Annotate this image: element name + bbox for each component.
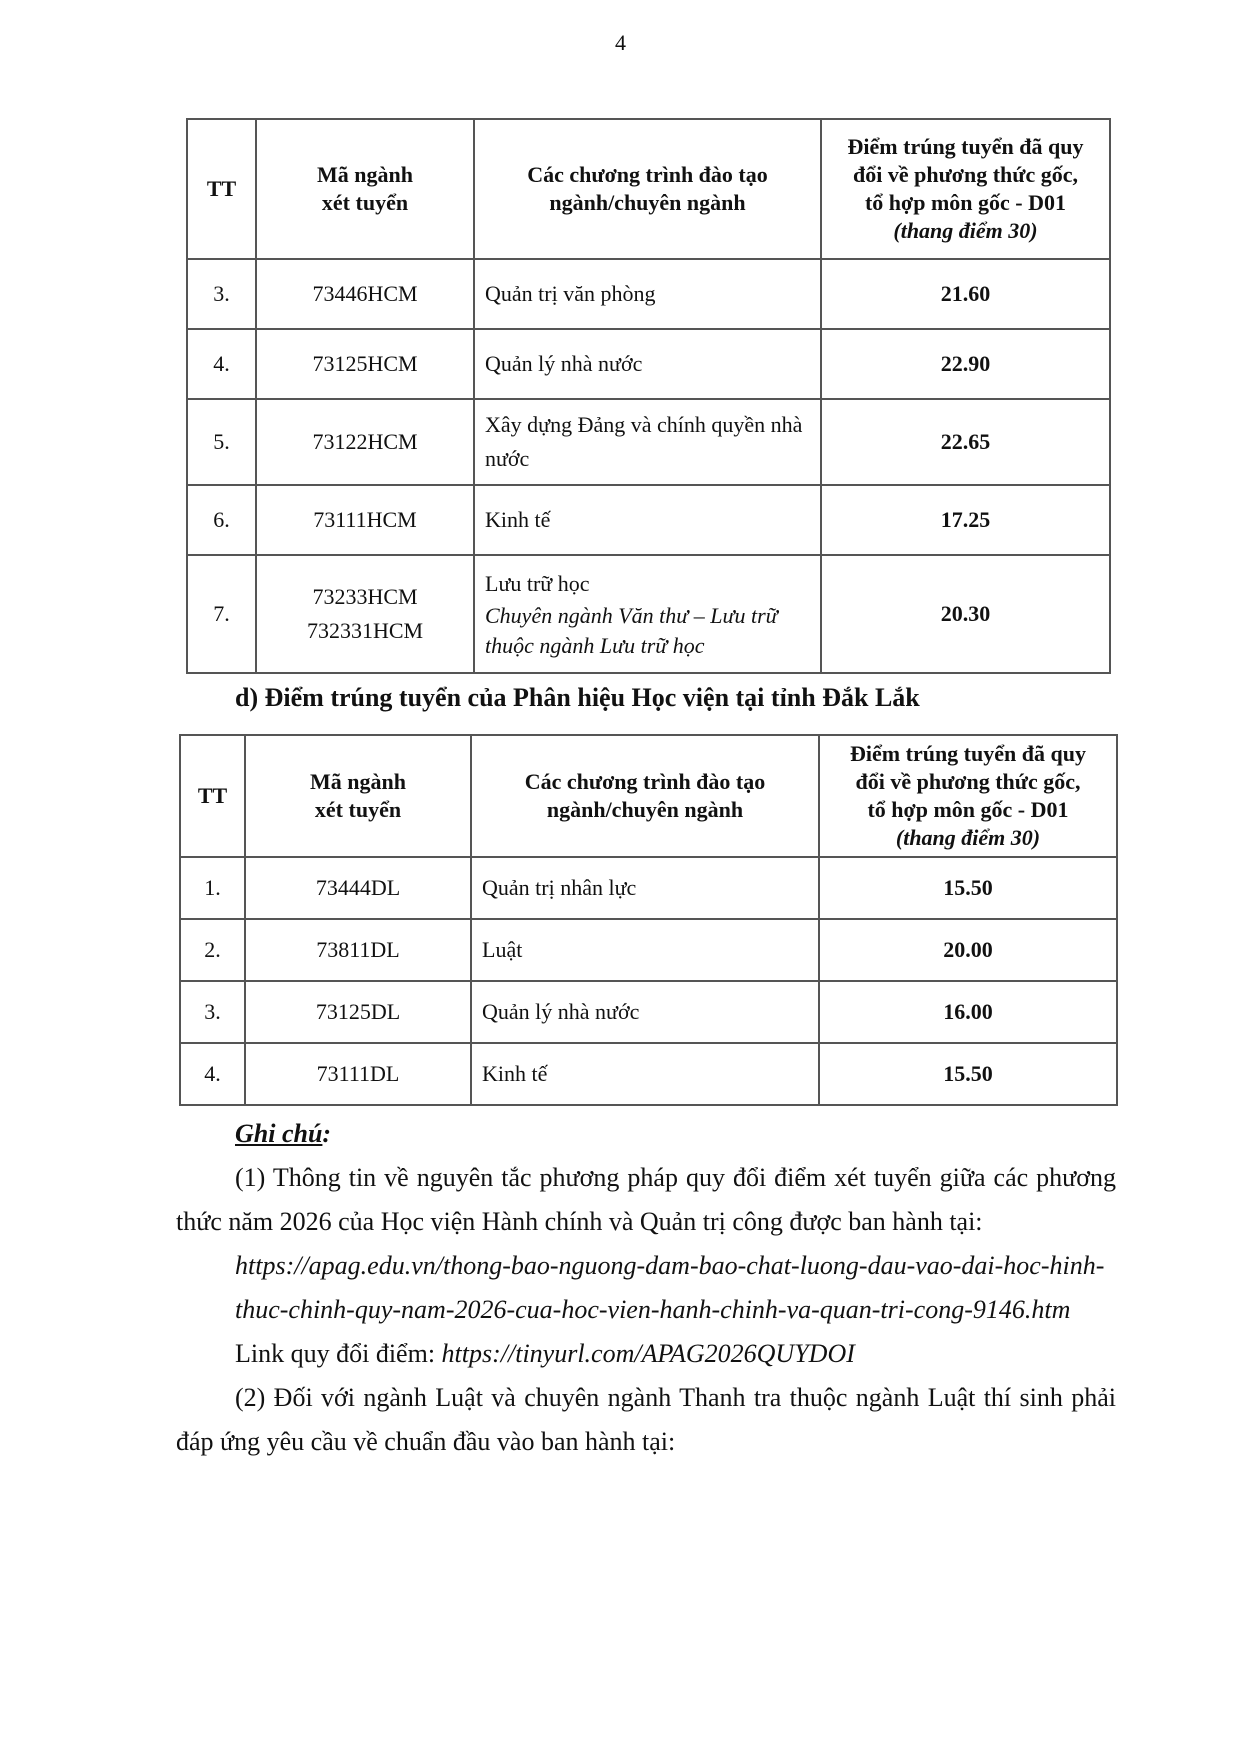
table-row xyxy=(180,919,1117,981)
header-code: Mã ngành xét tuyển xyxy=(245,735,471,857)
conversion-link-line xyxy=(176,1332,1116,1376)
table-header-row xyxy=(180,735,1117,857)
row-score: 22.65 xyxy=(821,399,1110,485)
row-tt: 4. xyxy=(180,1043,245,1105)
row-tt: 4. xyxy=(187,329,256,399)
page-number: 4 xyxy=(615,30,626,55)
header-program: Các chương trình đào tạo ngành/chuyên ngành xyxy=(471,735,819,857)
note-2-text: (2) Đối với ngành Luật và chuyên ngành Thanh tra thuộc ngành Luật thí sinh phải đáp ứng yêu cầu về chuẩn đầu vào ban hành tại: xyxy=(176,1383,1116,1456)
conversion-link-label: Link quy đổi điểm: xyxy=(235,1339,442,1368)
row-score: 21.60 xyxy=(821,259,1110,329)
table-row xyxy=(180,1043,1117,1105)
notes-heading: Ghi chú: xyxy=(235,1119,332,1148)
table-row xyxy=(180,981,1117,1043)
header-tt: TT xyxy=(180,735,245,857)
table-row xyxy=(187,259,1110,329)
header-program: Các chương trình đào tạo ngành/chuyên ngành xyxy=(474,119,821,259)
row-program: Quản lý nhà nước xyxy=(471,981,819,1043)
table-row xyxy=(180,857,1117,919)
header-code: Mã ngành xét tuyển xyxy=(256,119,474,259)
row-code: 73811DL xyxy=(245,919,471,981)
table-row xyxy=(187,329,1110,399)
row-program: Quản trị nhân lực xyxy=(471,857,819,919)
table-row xyxy=(187,555,1110,673)
row-code: 73444DL xyxy=(245,857,471,919)
row-code: 73122HCM xyxy=(256,399,474,485)
row-score: 15.50 xyxy=(819,1043,1117,1105)
table-row xyxy=(187,485,1110,555)
header-score: Điểm trúng tuyển đã quy đổi về phương thức gốc, tổ hợp môn gốc - D01 (thang điểm 30) xyxy=(819,735,1117,857)
row-code: 73125DL xyxy=(245,981,471,1043)
header-score: Điểm trúng tuyển đã quy đổi về phương thức gốc, tổ hợp môn gốc - D01 (thang điểm 30) xyxy=(821,119,1110,259)
row-tt: 3. xyxy=(180,981,245,1043)
section-d-heading: d) Điểm trúng tuyển của Phân hiệu Học viện tại tỉnh Đắk Lắk xyxy=(235,683,920,712)
row-program: Xây dựng Đảng và chính quyền nhà nước xyxy=(474,399,821,485)
row-code: 73111HCM xyxy=(256,485,474,555)
row-tt: 3. xyxy=(187,259,256,329)
table-row xyxy=(187,399,1110,485)
row-code: 73125HCM xyxy=(256,329,474,399)
admission-score-table-hcm xyxy=(186,118,1111,674)
row-tt: 5. xyxy=(187,399,256,485)
row-score: 22.90 xyxy=(821,329,1110,399)
header-tt: TT xyxy=(187,119,256,259)
row-score: 16.00 xyxy=(819,981,1117,1043)
row-code: 73233HCM 732331HCM xyxy=(256,555,474,673)
row-program: Kinh tế xyxy=(474,485,821,555)
row-tt: 1. xyxy=(180,857,245,919)
row-code: 73111DL xyxy=(245,1043,471,1105)
row-score: 20.30 xyxy=(821,555,1110,673)
row-tt: 2. xyxy=(180,919,245,981)
row-score: 15.50 xyxy=(819,857,1117,919)
row-score: 20.00 xyxy=(819,919,1117,981)
row-tt: 6. xyxy=(187,485,256,555)
row-program: Quản trị văn phòng xyxy=(474,259,821,329)
row-program: Kinh tế xyxy=(471,1043,819,1105)
notes-section xyxy=(176,1112,1116,1464)
row-program: Lưu trữ học Chuyên ngành Văn thư – Lưu trữ thuộc ngành Lưu trữ học xyxy=(474,555,821,673)
row-program: Quản lý nhà nước xyxy=(474,329,821,399)
table-header-row xyxy=(187,119,1110,259)
admission-score-table-daklak xyxy=(179,734,1118,1106)
row-code: 73446HCM xyxy=(256,259,474,329)
row-score: 17.25 xyxy=(821,485,1110,555)
note-1-url-link[interactable]: https://apag.edu.vn/thong-bao-nguong-dam-bao-chat-luong-dau-vao-dai-hoc-hinh-thuc-chinh-quy-nam-2026-cua-hoc-vien-hanh-chinh-va-quan-tri-cong-9146.htm xyxy=(235,1251,1105,1324)
conversion-link[interactable]: https://tinyurl.com/APAG2026QUYDOI xyxy=(441,1339,855,1368)
row-tt: 7. xyxy=(187,555,256,673)
note-1-text: (1) Thông tin về nguyên tắc phương pháp quy đổi điểm xét tuyển giữa các phương thức năm 2026 của Học viện Hành chính và Quản trị công được ban hành tại: xyxy=(176,1163,1116,1236)
row-program: Luật xyxy=(471,919,819,981)
